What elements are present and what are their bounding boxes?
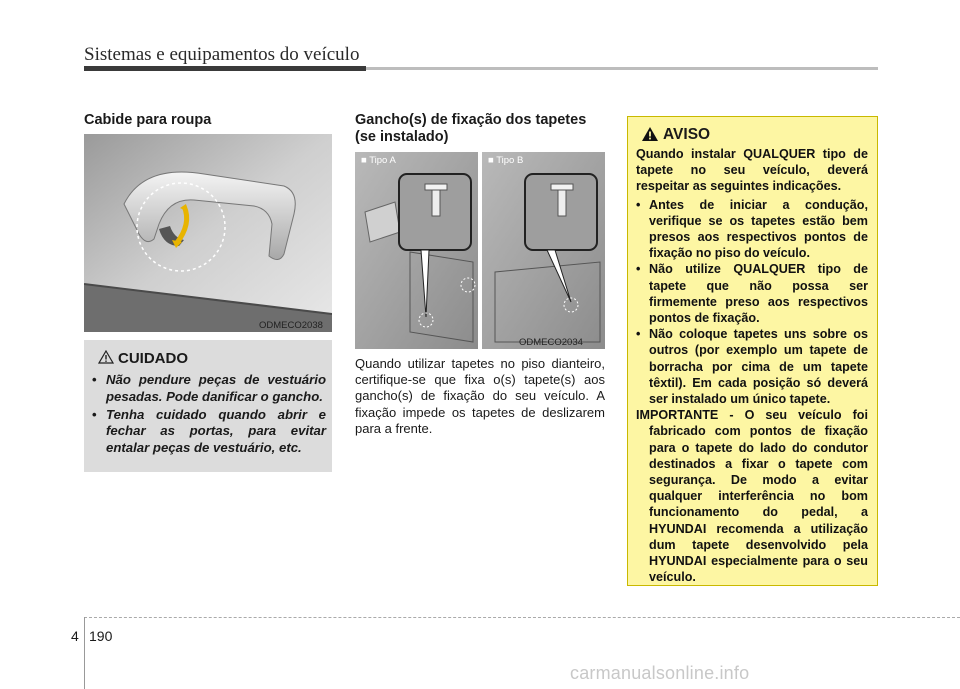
heading-cabide: Cabide para roupa xyxy=(84,112,212,128)
photo-caption-1: ODMECO2038 xyxy=(259,320,323,331)
photo-caption-2: ODMECO2034 xyxy=(519,337,583,348)
header-rule-accent xyxy=(84,66,366,71)
warning-item: • Não utilize QUALQUER tipo de tapete que não possa ser firmemente preso aos respectivos pontos de fixação. xyxy=(636,261,868,326)
section-header-title: Sistemas e equipamentos do veículo xyxy=(84,44,360,65)
floor-mat-hooks-photo xyxy=(355,152,605,349)
caution-list xyxy=(92,372,326,458)
warning-item: • Antes de iniciar a condução, verifique se os tapetes estão bem presos aos respectivos pontos de fixação no piso do veículo. xyxy=(636,197,868,262)
coat-hook-photo xyxy=(84,134,332,332)
warning-triangle-icon xyxy=(98,350,114,364)
warning-list xyxy=(636,197,868,408)
watermark: carmanualsonline.info xyxy=(570,663,750,683)
warning-text xyxy=(636,146,868,585)
tipo-b-label: ■ Tipo B xyxy=(488,155,524,166)
chapter-number: 4 xyxy=(71,628,79,644)
warning-title: AVISO xyxy=(663,126,711,143)
exclamation-icon xyxy=(641,126,659,142)
warning-item: • Não coloque tapetes uns sobre os outros (por exemplo um tapete de borracha por cima de um tapete têxtil). Em cada posição só deverá ser instalado um único tapete. xyxy=(636,326,868,407)
footer-divider xyxy=(84,617,85,689)
footer-rule xyxy=(84,617,960,618)
warning-important: IMPORTANTE - O seu veículo foi fabricado com pontos de fixação para o tapete do lado do condutor destinados a fixar o tapete com segurança. De modo a evitar qualquer interferência no bom funcionamento do pedal, a HYUNDAI recomenda a utilização dum tapete desenvolvido pela HYUNDAI especialmente para o seu veículo. xyxy=(636,408,868,585)
tipo-a-label: ■ Tipo A xyxy=(361,155,396,166)
page-number: 190 xyxy=(89,628,113,644)
caution-item: • Não pendure peças de vestuário pesadas. Pode danificar o gancho. xyxy=(92,372,326,406)
heading-gancho: Gancho(s) de fixação dos tapetes (se instalado) xyxy=(355,112,587,145)
caution-title: CUIDADO xyxy=(118,350,188,367)
floor-mat-paragraph: Quando utilizar tapetes no piso dianteiro, certifique-se que fixa o(s) tapete(s) aos gancho(s) de fixação do seu veículo. A fixação impede os tapetes de deslizarem para a frente. xyxy=(355,356,605,436)
caution-item: • Tenha cuidado quando abrir e fechar as portas, para evitar entalar peças de vestuário, etc. xyxy=(92,407,326,457)
warning-intro: Quando instalar QUALQUER tipo de tapete no seu veículo, deverá respeitar as seguintes indicações. xyxy=(636,147,868,194)
